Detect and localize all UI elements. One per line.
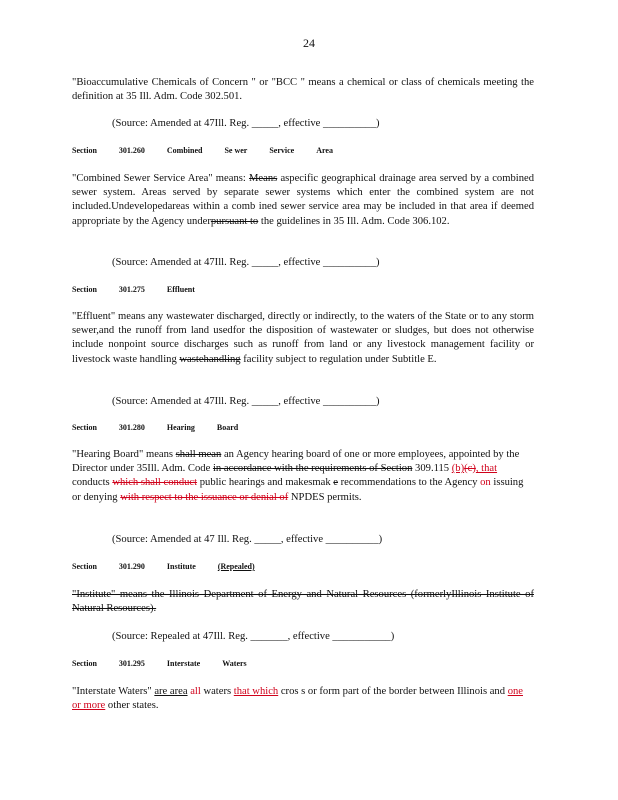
section-301-260-source-note: (Source: Amended at 47Ill. Reg. _____, effective __________) — [112, 257, 380, 268]
effluent-definition: "Effluent" means any wastewater discharged, directly or indirectly, to the waters of the State or to any storm sewer,and the runoff from land usedfor the disposition of wastewater or sludges, but does not otherwise include nonpoint source discharges such as runoff from land or any livestock management facility or livestock waste handling wastehandling facility subject to regulation under Subtitle E. — [72, 311, 534, 365]
deleted-text: which shall conduct — [112, 477, 198, 489]
section-301-280-source-note: (Source: Amended at 47 Ill. Reg. _____, effective __________) — [112, 534, 383, 545]
deleted-text: with respect to the issuance or denial of — [120, 491, 289, 503]
deleted-text: wastehandling — [179, 353, 241, 365]
section-301-290-source-note: (Source: Repealed at 47Ill. Reg. _______, effective ___________) — [112, 631, 395, 642]
bcc-definition: "Bioaccumulative Chemicals of Concern " or "BCC " means a chemical or class of chemicals meeting the definition at 35 Ill. Adm. Code 302.501. — [72, 77, 534, 103]
page-number: 24 — [303, 36, 315, 50]
section-301-260-heading: Section 301.260 Combined Se wer Service Area — [72, 146, 333, 155]
deleted-text: pursuant to — [210, 215, 259, 227]
deleted-text: Means — [249, 173, 278, 184]
inserted-text: that which — [233, 686, 279, 697]
section-301-275-source-note: (Source: Amended at 47Ill. Reg. _____, effective __________) — [112, 396, 380, 407]
interstate-waters-definition: "Interstate Waters" are area all waters that which cros s or form part of the border between Illinois and one or more other states. — [72, 686, 523, 712]
deleted-text: shall mean — [175, 449, 222, 460]
section-301-275-heading: Section 301.275 Effluent — [72, 285, 195, 294]
deleted-text: (c) — [464, 463, 476, 475]
inserted-text: one or more — [72, 686, 523, 712]
inserted-text: all — [190, 686, 201, 697]
bcc-source-note: (Source: Amended at 47Ill. Reg. _____, effective __________) — [112, 118, 380, 129]
section-301-295-heading: Section 301.295 Interstate Waters — [72, 659, 247, 668]
inserted-text: , that — [475, 463, 498, 475]
inserted-text: on — [480, 477, 491, 489]
hearing-board-definition: "Hearing Board" means shall mean an Agency hearing board of one or more employees, appointed by the Director under 35Ill. Adm. Code in accordance with the requirements of Section 309.115 (b)(c), that conducts which shall conduct public hearings and makesmak e recommendations to the Agency on issuing or denying with respect to the issuance or denial of NPDES permits. — [72, 449, 524, 503]
institute-definition-deleted: "Institute" means the Illinois Department of Energy and Natural Resources (formerlyIllinois Institute of Natural Resources). — [72, 589, 534, 615]
section-301-290-heading: Section 301.290 Institute (Repealed) — [72, 562, 255, 571]
deleted-text: in accordance with the requirements of Section — [212, 463, 413, 475]
section-301-280-heading: Section 301.280 Hearing Board — [72, 423, 239, 432]
combined-sewer-definition: "Combined Sewer Service Area" means: Means aspecific geographical drainage area served by a combined sewer system. Areas served by separate sewer systems which enter the combined system are not included.Undevelopedareas within a comb ined sewer service area may be included in that area if deemed appropriate by the Agency underpursuant to the guidelines in 35 Ill. Adm. Code 306.102. — [72, 173, 534, 227]
deleted-text: e — [333, 477, 338, 489]
inserted-text: (b) — [451, 463, 465, 475]
